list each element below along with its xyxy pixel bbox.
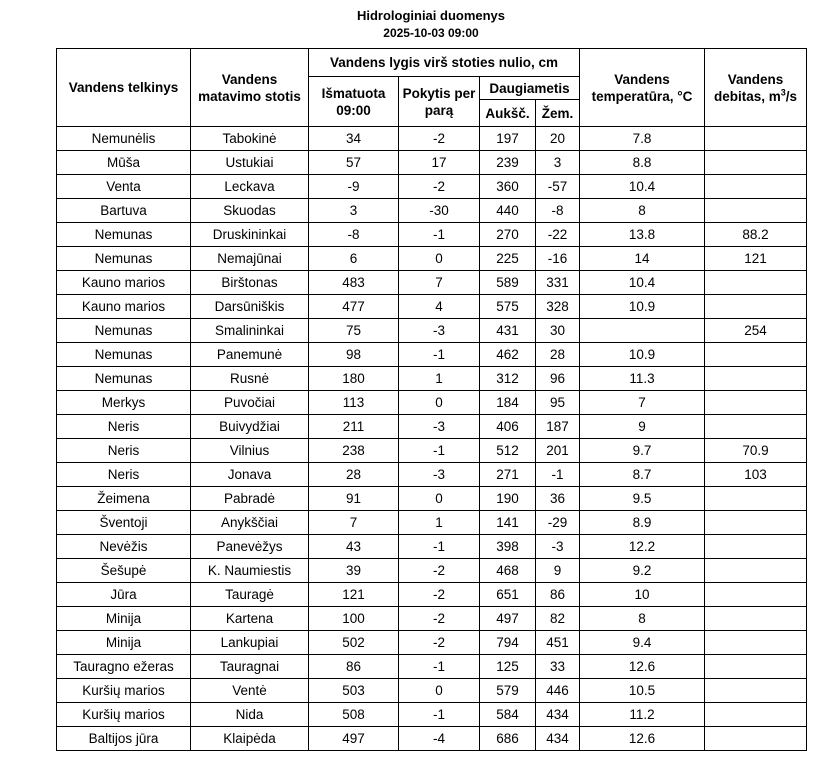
cell-measured: 121	[309, 583, 399, 607]
cell-water-body: Nemunas	[57, 247, 191, 271]
cell-measured: 477	[309, 295, 399, 319]
cell-station: Darsūniškis	[191, 295, 309, 319]
cell-station: Kartena	[191, 607, 309, 631]
cell-low: 95	[536, 391, 580, 415]
cell-change: 1	[399, 511, 480, 535]
cell-measured: 503	[309, 679, 399, 703]
table-row	[57, 223, 807, 247]
cell-water-body: Nemunas	[57, 319, 191, 343]
cell-measured: 7	[309, 511, 399, 535]
cell-high: 584	[480, 703, 536, 727]
cell-measured: 43	[309, 535, 399, 559]
cell-water-body: Neris	[57, 415, 191, 439]
cell-high: 125	[480, 655, 536, 679]
table-row	[57, 487, 807, 511]
cell-change: 0	[399, 247, 480, 271]
table-row	[57, 151, 807, 175]
col-header-level-group: Vandens lygis virš stoties nulio, cm	[309, 49, 580, 77]
cell-temperature: 9	[580, 415, 705, 439]
cell-change: 4	[399, 295, 480, 319]
cell-low: 187	[536, 415, 580, 439]
table-row	[57, 727, 807, 751]
cell-change: -4	[399, 727, 480, 751]
cell-measured: 502	[309, 631, 399, 655]
cell-station: Vilnius	[191, 439, 309, 463]
cell-measured: 113	[309, 391, 399, 415]
cell-high: 184	[480, 391, 536, 415]
cell-change: -1	[399, 703, 480, 727]
cell-temperature: 10.9	[580, 343, 705, 367]
page-title: Hidrologiniai duomenys	[356, 8, 506, 23]
cell-change: 0	[399, 679, 480, 703]
cell-station: Rusnė	[191, 367, 309, 391]
cell-measured: 238	[309, 439, 399, 463]
cell-temperature: 13.8	[580, 223, 705, 247]
cell-measured: 28	[309, 463, 399, 487]
cell-high: 360	[480, 175, 536, 199]
cell-water-body: Tauragno ežeras	[57, 655, 191, 679]
cell-temperature: 14	[580, 247, 705, 271]
cell-water-body: Kauno marios	[57, 295, 191, 319]
cell-measured: 100	[309, 607, 399, 631]
cell-discharge	[705, 703, 807, 727]
cell-measured: 6	[309, 247, 399, 271]
cell-high: 398	[480, 535, 536, 559]
cell-temperature: 9.4	[580, 631, 705, 655]
cell-temperature: 11.2	[580, 703, 705, 727]
cell-water-body: Kuršių marios	[57, 679, 191, 703]
cell-high: 794	[480, 631, 536, 655]
cell-temperature: 10.5	[580, 679, 705, 703]
cell-water-body: Nevėžis	[57, 535, 191, 559]
table-row	[57, 319, 807, 343]
cell-water-body: Kuršių marios	[57, 703, 191, 727]
cell-high: 589	[480, 271, 536, 295]
cell-temperature: 11.3	[580, 367, 705, 391]
cell-discharge	[705, 391, 807, 415]
cell-station: Ventė	[191, 679, 309, 703]
cell-water-body: Mūša	[57, 151, 191, 175]
cell-discharge	[705, 535, 807, 559]
cell-change: 7	[399, 271, 480, 295]
cell-station: Buivydžiai	[191, 415, 309, 439]
discharge-label: Vandens debitas, m	[713, 71, 784, 104]
cell-temperature: 9.2	[580, 559, 705, 583]
cell-high: 512	[480, 439, 536, 463]
cell-measured: 91	[309, 487, 399, 511]
cell-discharge	[705, 511, 807, 535]
cell-temperature: 10.9	[580, 295, 705, 319]
cell-temperature: 9.7	[580, 439, 705, 463]
cell-low: 30	[536, 319, 580, 343]
cell-change: -1	[399, 655, 480, 679]
cell-low: 36	[536, 487, 580, 511]
cell-high: 497	[480, 607, 536, 631]
table-row	[57, 271, 807, 295]
cell-station: Klaipėda	[191, 727, 309, 751]
table-row	[57, 583, 807, 607]
cell-measured: 180	[309, 367, 399, 391]
cell-temperature: 12.6	[580, 655, 705, 679]
cell-high: 686	[480, 727, 536, 751]
cell-change: -3	[399, 319, 480, 343]
cell-low: -3	[536, 535, 580, 559]
cell-temperature: 8	[580, 199, 705, 223]
cell-low: 28	[536, 343, 580, 367]
cell-change: -2	[399, 559, 480, 583]
cell-change: -1	[399, 439, 480, 463]
cell-discharge	[705, 487, 807, 511]
cell-water-body: Minija	[57, 631, 191, 655]
cell-water-body: Bartuva	[57, 199, 191, 223]
cell-high: 312	[480, 367, 536, 391]
cell-change: -2	[399, 175, 480, 199]
cell-temperature: 10.4	[580, 271, 705, 295]
cell-measured: 57	[309, 151, 399, 175]
cell-low: 434	[536, 727, 580, 751]
cell-station: Pabradė	[191, 487, 309, 511]
col-header-high: Aukšč.	[480, 100, 536, 127]
cell-high: 575	[480, 295, 536, 319]
cell-station: Nemajūnai	[191, 247, 309, 271]
cell-high: 197	[480, 127, 536, 151]
table-row	[57, 415, 807, 439]
cell-water-body: Merkys	[57, 391, 191, 415]
cell-water-body: Venta	[57, 175, 191, 199]
cell-discharge	[705, 631, 807, 655]
cell-temperature: 12.6	[580, 727, 705, 751]
cell-water-body: Nemunėlis	[57, 127, 191, 151]
cell-discharge	[705, 415, 807, 439]
cell-high: 271	[480, 463, 536, 487]
cell-discharge: 254	[705, 319, 807, 343]
cell-water-body: Nemunas	[57, 367, 191, 391]
cell-low: 33	[536, 655, 580, 679]
cell-discharge	[705, 343, 807, 367]
cell-low: 9	[536, 559, 580, 583]
table-row	[57, 463, 807, 487]
discharge-unit-tail: /s	[785, 88, 798, 104]
table-row	[57, 535, 807, 559]
cell-low: 434	[536, 703, 580, 727]
cell-station: Birštonas	[191, 271, 309, 295]
cell-station: Puvočiai	[191, 391, 309, 415]
cell-discharge: 121	[705, 247, 807, 271]
table-row	[57, 655, 807, 679]
cell-station: Lankupiai	[191, 631, 309, 655]
cell-water-body: Nemunas	[57, 343, 191, 367]
cell-change: 17	[399, 151, 480, 175]
cell-water-body: Neris	[57, 463, 191, 487]
cell-low: -1	[536, 463, 580, 487]
cell-low: -16	[536, 247, 580, 271]
table-row	[57, 631, 807, 655]
col-header-water-body: Vandens telkinys	[57, 49, 191, 127]
cell-water-body: Nemunas	[57, 223, 191, 247]
cell-station: Ustukiai	[191, 151, 309, 175]
cell-low: 331	[536, 271, 580, 295]
cell-low: 20	[536, 127, 580, 151]
cell-station: Panemunė	[191, 343, 309, 367]
cell-change: -1	[399, 535, 480, 559]
cell-station: K. Naumiestis	[191, 559, 309, 583]
cell-temperature: 8.9	[580, 511, 705, 535]
col-header-station: Vandens matavimo stotis	[191, 49, 309, 127]
cell-low: -29	[536, 511, 580, 535]
cell-discharge	[705, 271, 807, 295]
cell-measured: 211	[309, 415, 399, 439]
table-row	[57, 367, 807, 391]
cell-high: 406	[480, 415, 536, 439]
cell-discharge	[705, 655, 807, 679]
cell-discharge	[705, 583, 807, 607]
col-header-multiyear: Daugiametis	[480, 77, 580, 100]
col-header-change: Pokytis per parą	[399, 77, 480, 127]
cell-low: 201	[536, 439, 580, 463]
cell-water-body: Jūra	[57, 583, 191, 607]
table-row	[57, 343, 807, 367]
cell-temperature	[580, 319, 705, 343]
cell-high: 462	[480, 343, 536, 367]
cell-measured: 98	[309, 343, 399, 367]
cell-change: 1	[399, 367, 480, 391]
cell-temperature: 7	[580, 391, 705, 415]
cell-discharge	[705, 151, 807, 175]
cell-change: -3	[399, 415, 480, 439]
cell-water-body: Šventoji	[57, 511, 191, 535]
cell-water-body: Baltijos jūra	[57, 727, 191, 751]
table-row	[57, 247, 807, 271]
cell-measured: 34	[309, 127, 399, 151]
cell-discharge	[705, 559, 807, 583]
cell-discharge: 70.9	[705, 439, 807, 463]
cell-high: 468	[480, 559, 536, 583]
cell-low: 96	[536, 367, 580, 391]
cell-change: -1	[399, 223, 480, 247]
cell-change: -30	[399, 199, 480, 223]
cell-low: 328	[536, 295, 580, 319]
cell-measured: 75	[309, 319, 399, 343]
cell-measured: 39	[309, 559, 399, 583]
cell-temperature: 10.4	[580, 175, 705, 199]
cell-discharge	[705, 727, 807, 751]
table-row	[57, 703, 807, 727]
cell-change: -2	[399, 607, 480, 631]
cell-temperature: 12.2	[580, 535, 705, 559]
cell-high: 440	[480, 199, 536, 223]
discharge-superscript: 3	[780, 87, 786, 97]
cell-station: Tabokinė	[191, 127, 309, 151]
cell-discharge: 88.2	[705, 223, 807, 247]
cell-high: 225	[480, 247, 536, 271]
table-row	[57, 391, 807, 415]
table-row	[57, 199, 807, 223]
hydro-table	[56, 48, 807, 751]
cell-high: 651	[480, 583, 536, 607]
cell-temperature: 8	[580, 607, 705, 631]
cell-low: 451	[536, 631, 580, 655]
col-header-measured: Išmatuota 09:00	[309, 77, 399, 127]
cell-high: 239	[480, 151, 536, 175]
cell-station: Nida	[191, 703, 309, 727]
cell-water-body: Žeimena	[57, 487, 191, 511]
cell-measured: 3	[309, 199, 399, 223]
cell-change: -2	[399, 127, 480, 151]
table-body	[57, 127, 807, 751]
cell-station: Panevėžys	[191, 535, 309, 559]
col-header-discharge	[705, 49, 807, 127]
cell-change: -2	[399, 583, 480, 607]
cell-measured: 483	[309, 271, 399, 295]
col-header-low: Žem.	[536, 100, 580, 127]
cell-discharge	[705, 679, 807, 703]
cell-change: -2	[399, 631, 480, 655]
table-row	[57, 679, 807, 703]
cell-discharge	[705, 295, 807, 319]
cell-high: 141	[480, 511, 536, 535]
cell-measured: 86	[309, 655, 399, 679]
cell-high: 579	[480, 679, 536, 703]
cell-station: Tauragė	[191, 583, 309, 607]
table-row	[57, 439, 807, 463]
table-row	[57, 127, 807, 151]
cell-change: 0	[399, 391, 480, 415]
col-header-temperature: Vandens temperatūra, °C	[580, 49, 705, 127]
cell-measured: 497	[309, 727, 399, 751]
table-row	[57, 295, 807, 319]
cell-high: 270	[480, 223, 536, 247]
cell-low: -8	[536, 199, 580, 223]
cell-station: Leckava	[191, 175, 309, 199]
cell-measured: -9	[309, 175, 399, 199]
cell-change: -1	[399, 343, 480, 367]
page-datetime: 2025-10-03 09:00	[383, 26, 479, 40]
table-row	[57, 511, 807, 535]
cell-water-body: Šešupė	[57, 559, 191, 583]
cell-discharge: 103	[705, 463, 807, 487]
cell-discharge	[705, 199, 807, 223]
cell-station: Jonava	[191, 463, 309, 487]
cell-station: Smalininkai	[191, 319, 309, 343]
cell-station: Skuodas	[191, 199, 309, 223]
cell-temperature: 7.8	[580, 127, 705, 151]
table-row	[57, 175, 807, 199]
cell-high: 431	[480, 319, 536, 343]
cell-discharge	[705, 367, 807, 391]
cell-high: 190	[480, 487, 536, 511]
cell-discharge	[705, 607, 807, 631]
cell-temperature: 9.5	[580, 487, 705, 511]
cell-water-body: Neris	[57, 439, 191, 463]
cell-change: -3	[399, 463, 480, 487]
cell-discharge	[705, 127, 807, 151]
cell-discharge	[705, 175, 807, 199]
cell-temperature: 8.7	[580, 463, 705, 487]
cell-change: 0	[399, 487, 480, 511]
cell-measured: 508	[309, 703, 399, 727]
cell-low: 82	[536, 607, 580, 631]
cell-water-body: Kauno marios	[57, 271, 191, 295]
cell-low: -57	[536, 175, 580, 199]
table-row	[57, 559, 807, 583]
cell-station: Druskininkai	[191, 223, 309, 247]
cell-water-body: Minija	[57, 607, 191, 631]
cell-temperature: 8.8	[580, 151, 705, 175]
cell-station: Tauragnai	[191, 655, 309, 679]
cell-low: 3	[536, 151, 580, 175]
cell-station: Anykščiai	[191, 511, 309, 535]
cell-low: 446	[536, 679, 580, 703]
cell-low: -22	[536, 223, 580, 247]
cell-measured: -8	[309, 223, 399, 247]
table-row	[57, 607, 807, 631]
cell-temperature: 10	[580, 583, 705, 607]
cell-low: 86	[536, 583, 580, 607]
